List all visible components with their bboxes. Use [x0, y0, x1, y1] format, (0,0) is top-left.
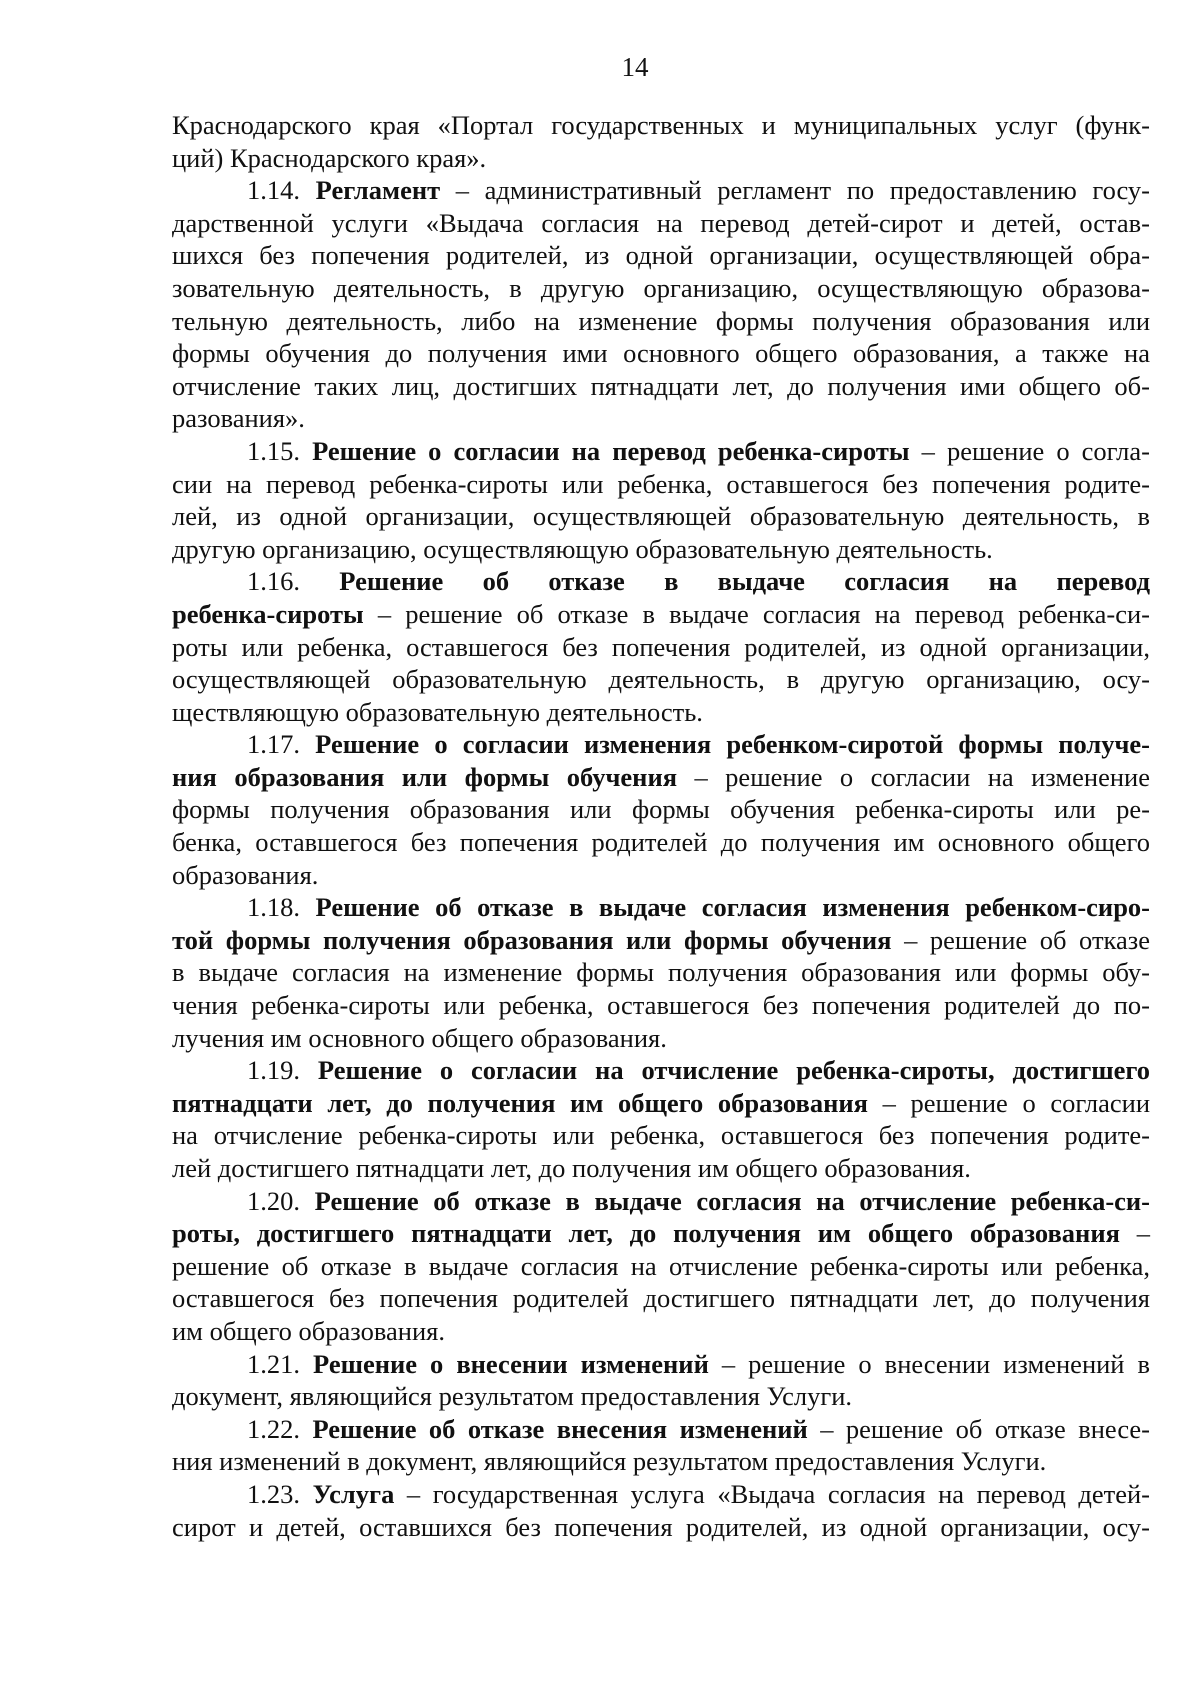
text-run: в выдаче согласия на изменение формы получения образования или формы обу-	[172, 957, 1150, 988]
bold-term: Решение об отказе в выдаче согласия на отчисление ребенка-си-	[314, 1185, 1151, 1216]
text-run: – решение о согла-	[909, 435, 1150, 466]
text-run: тельную деятельность, либо на изменение формы получения образования или	[172, 305, 1150, 336]
text-line	[172, 337, 1150, 370]
bold-term: ребенка-сироты	[172, 598, 364, 629]
text-run: 1.15.	[247, 435, 313, 466]
text-line	[172, 598, 1150, 631]
document-body	[172, 109, 1150, 1543]
text-run: лей достигшего пятнадцати лет, до получения им общего образования.	[172, 1153, 971, 1183]
text-run: Краснодарского края «Портал государственных и муниципальных услуг (функ-	[172, 110, 1150, 140]
bold-term: Регламент	[315, 175, 441, 206]
text-run: – решение о согласии	[867, 1087, 1150, 1118]
text-line	[172, 1348, 1150, 1381]
text-line	[172, 1413, 1150, 1446]
text-line	[172, 109, 1150, 142]
text-run: 1.17.	[247, 729, 316, 760]
text-line	[172, 1022, 1150, 1055]
text-line	[172, 174, 1150, 207]
text-line	[172, 859, 1150, 892]
text-run: – решение об отказе	[891, 924, 1150, 955]
text-run: 1.23.	[247, 1478, 313, 1509]
text-line	[172, 1152, 1150, 1185]
text-line	[172, 1054, 1150, 1087]
text-run: – решение об отказе в выдаче согласия на перевод ребенка-си-	[363, 598, 1150, 629]
bold-term: Решение о внесении изменений	[313, 1348, 709, 1379]
text-line	[172, 468, 1150, 501]
bold-term: Услуга	[312, 1478, 395, 1509]
text-run: отчисление таких лиц, достигших пятнадцати лет, до получения ими общего об-	[172, 370, 1150, 401]
text-run: – решение о внесении изменений в	[708, 1348, 1151, 1379]
text-run: 1.16.	[247, 566, 340, 597]
text-run: формы обучения до получения ими основного общего образования, а также на	[172, 338, 1150, 369]
text-line	[172, 696, 1150, 729]
bold-term: Решение об отказе в выдаче согласия на перевод	[339, 566, 1151, 597]
text-run: шихся без попечения родителей, из одной организации, осуществляющей обра-	[172, 240, 1150, 271]
text-run: чения ребенка-сироты или ребенка, оставшегося без попечения родителей до по-	[172, 990, 1150, 1021]
bold-term: пятнадцати лет, до получения им общего образования	[172, 1087, 868, 1118]
text-line	[172, 1478, 1150, 1511]
text-line	[172, 793, 1150, 826]
text-line	[172, 1380, 1150, 1413]
text-run: 1.20.	[247, 1185, 315, 1216]
text-run: лучения им основного общего образования.	[172, 1022, 667, 1053]
text-line	[172, 370, 1150, 403]
text-run: дарственной услуги «Выдача согласия на перевод детей-сирот и детей, остав-	[172, 207, 1150, 238]
text-run: бенка, оставшегося без попечения родителей до получения им основного общего	[172, 827, 1150, 858]
text-run: роты или ребенка, оставшегося без попечения родителей, из одной организации,	[172, 631, 1150, 662]
text-line	[172, 761, 1150, 794]
text-run: 1.19.	[247, 1055, 318, 1086]
text-run: – административный регламент по предоставлению госу-	[440, 175, 1151, 206]
text-line	[172, 631, 1150, 664]
bold-term: Решение об отказе в выдаче согласия изменения ребенком-сиро-	[315, 892, 1151, 923]
text-line	[172, 956, 1150, 989]
text-line	[172, 1217, 1150, 1250]
text-run: 1.21.	[247, 1348, 314, 1379]
text-run: формы получения образования или формы обучения ребенка-сироты или ре-	[172, 794, 1150, 825]
text-run: оставшегося без попечения родителей достигшего пятнадцати лет, до получения	[172, 1283, 1150, 1314]
text-run: ций) Краснодарского края».	[172, 142, 487, 173]
text-line	[172, 1315, 1150, 1348]
bold-term: Решение о согласии на перевод ребенка-сироты	[312, 435, 910, 466]
text-line	[172, 1087, 1150, 1120]
bold-term: Решение об отказе внесения изменений	[312, 1413, 808, 1444]
text-run: – решение об отказе внесе-	[807, 1413, 1151, 1444]
text-line	[172, 1445, 1150, 1478]
text-run: –	[1119, 1218, 1150, 1249]
bold-term: Решение о согласии изменения ребенком-сиротой формы получе-	[315, 729, 1151, 760]
text-line	[172, 272, 1150, 305]
text-run: решение об отказе в выдаче согласия на отчисление ребенка-сироты или ребенка,	[172, 1250, 1150, 1281]
text-line	[172, 728, 1150, 761]
text-run: ществляющую образовательную деятельность.	[172, 696, 703, 727]
text-line	[172, 565, 1150, 598]
text-line	[172, 826, 1150, 859]
bold-term: ния образования или формы обучения	[172, 761, 678, 792]
text-line	[172, 1185, 1150, 1218]
text-line	[172, 1250, 1150, 1283]
text-run: документ, являющийся результатом предоставления Услуги.	[172, 1381, 853, 1412]
text-run: – государственная услуга «Выдача согласия на перевод детей-	[394, 1478, 1151, 1509]
text-run: сии на перевод ребенка-сироты или ребенка, оставшегося без попечения родите-	[172, 468, 1150, 499]
text-line	[172, 142, 1150, 175]
text-run: образования.	[172, 859, 319, 890]
text-run: зовательную деятельность, в другую организацию, осуществляющую образова-	[172, 272, 1150, 303]
text-run: лей, из одной организации, осуществляющей образовательную деятельность, в	[172, 501, 1150, 532]
text-run: 1.18.	[247, 892, 316, 923]
text-run: осуществляющей образовательную деятельность, в другую организацию, осу-	[172, 664, 1150, 695]
text-run: ния изменений в документ, являющийся результатом предоставления Услуги.	[172, 1446, 1047, 1477]
bold-term: Решение о согласии на отчисление ребенка-сироты, достигшего	[317, 1055, 1151, 1086]
text-line	[172, 533, 1150, 566]
text-run: другую организацию, осуществляющую образовательную деятельность.	[172, 533, 993, 564]
text-line	[172, 924, 1150, 957]
text-line	[172, 891, 1150, 924]
text-line	[172, 207, 1150, 240]
text-line	[172, 500, 1150, 533]
text-line	[172, 1511, 1150, 1544]
bold-term: роты, достигшего пятнадцати лет, до получения им общего образования	[172, 1218, 1120, 1249]
text-line	[172, 239, 1150, 272]
text-run: им общего образования.	[172, 1315, 445, 1346]
text-run: 1.14.	[247, 175, 316, 206]
text-run: на отчисление ребенка-сироты или ребенка, оставшегося без попечения родите-	[172, 1120, 1150, 1151]
text-run: 1.22.	[247, 1413, 313, 1444]
bold-term: той формы получения образования или формы обучения	[172, 924, 892, 955]
text-run: – решение о согласии на изменение	[677, 761, 1150, 792]
text-line	[172, 435, 1150, 468]
text-line	[172, 305, 1150, 338]
text-line	[172, 989, 1150, 1022]
page-number: 14	[621, 52, 649, 82]
text-line	[172, 1282, 1150, 1315]
text-line	[172, 402, 1150, 435]
text-run: сирот и детей, оставшихся без попечения родителей, из одной организации, осу-	[172, 1511, 1150, 1542]
text-run: разования».	[172, 403, 305, 434]
text-line	[172, 1119, 1150, 1152]
text-line	[172, 663, 1150, 696]
